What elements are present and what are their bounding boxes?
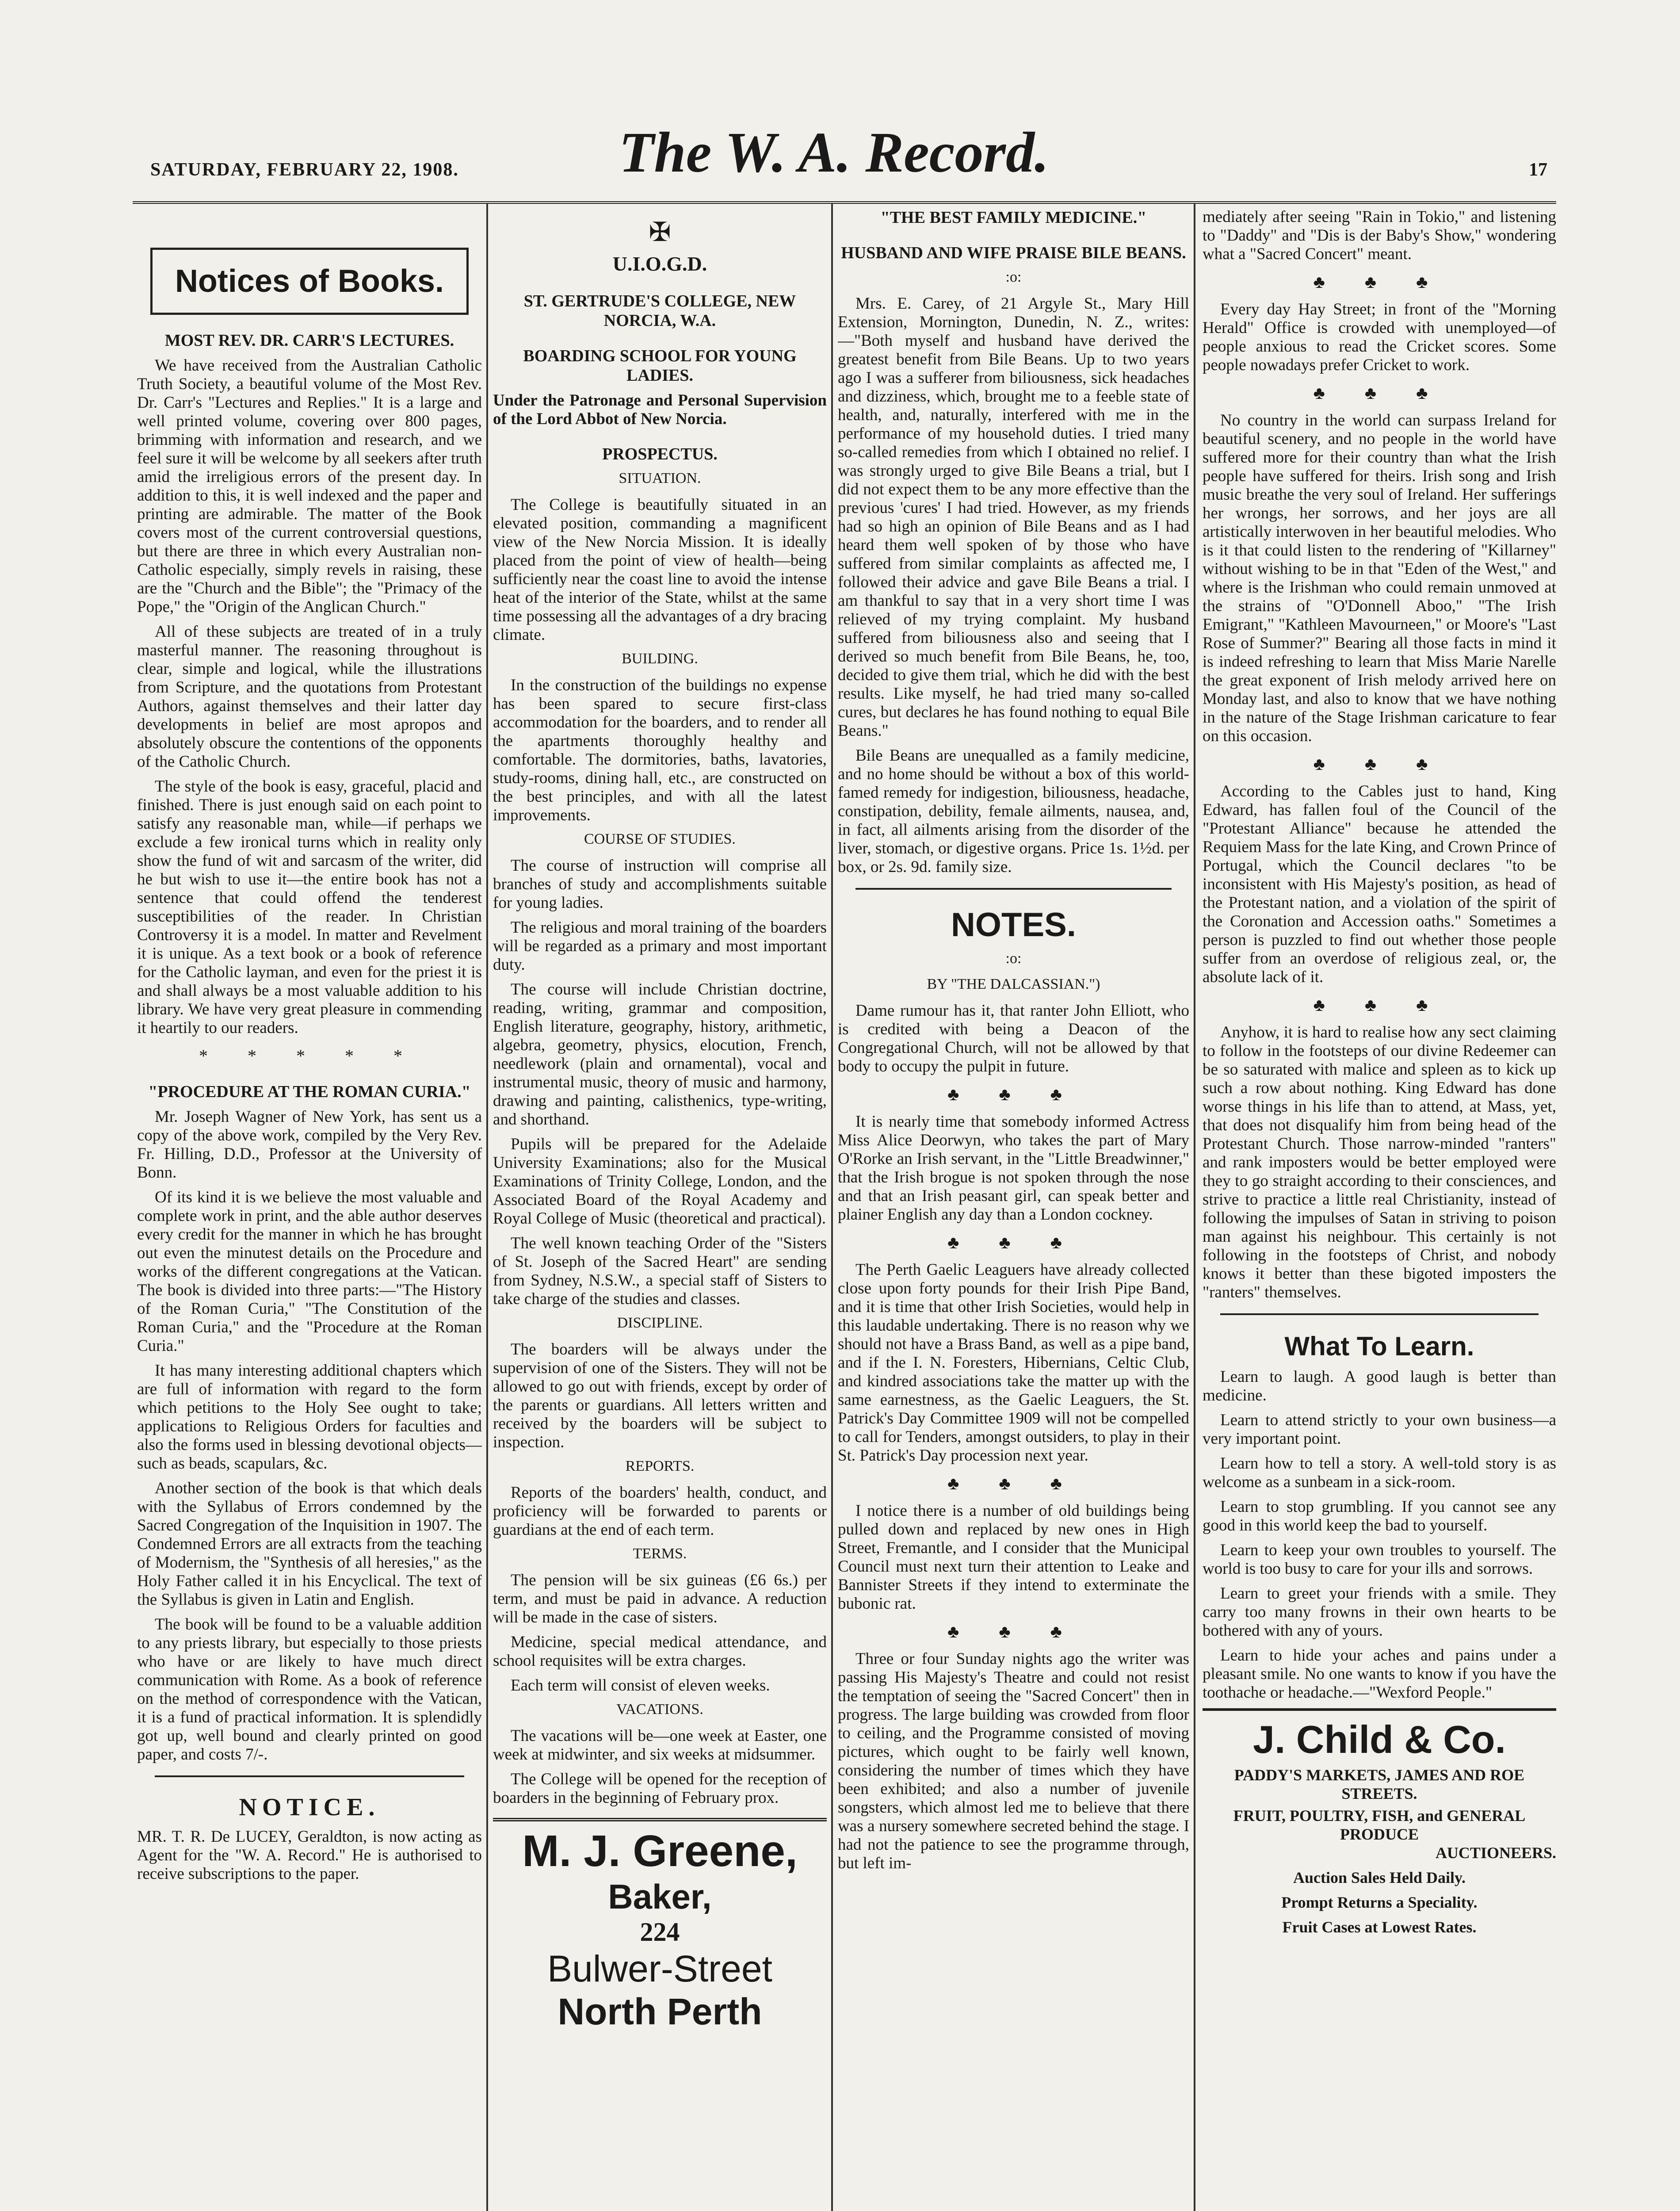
- heading-discipline: DISCIPLINE.: [617, 1315, 703, 1331]
- paragraph: Each term will consist of eleven weeks.: [511, 1676, 770, 1695]
- paragraph: The College will be opened for the reception of boarders in the beginning of February prox.: [493, 1770, 827, 1807]
- paragraph: It is nearly time that somebody informed Actress Miss Alice Deorwyn, who takes the part of Mary O'Rorke an Irish servant, in the "Little Breadwinner," that the Irish brogue is not spoken through the nose and that an Irish peasant girl, can speak better and plainer English any day than a London cockney.: [838, 1113, 1189, 1224]
- separator: :o:: [1005, 269, 1022, 285]
- newspaper-title: The W. A. Record.: [619, 121, 1049, 184]
- article-heading: MOST REV. DR. CARR'S LECTURES.: [164, 331, 454, 350]
- column-divider: [1194, 203, 1195, 2211]
- advert-line: Auction Sales Held Daily.: [1293, 1869, 1466, 1886]
- patronage-text: Under the Patronage and Personal Supervision of the Lord Abbot of New Norcia.: [493, 391, 827, 428]
- heading-building: BUILDING.: [622, 650, 698, 667]
- section-title: Notices of Books.: [175, 264, 444, 299]
- divider-ornament: ♣ ♣ ♣: [947, 1084, 1080, 1104]
- paragraph: The College is beautifully situated in an elevated position, commanding a magnificent view of the New Norcia Mission. It is ideally placed from the point of view of health—being sufficiently near the coast line to avoid the intense heat of the interior of the State, whilst at the same time possessing all the advantages of a dry bracing climate.: [493, 496, 827, 644]
- paragraph: The boarders will be always under the supervision of one of the Sisters. They will not be allowed to go out with friends, except by order of the parents or guardians. All letters written and received by the boarders will be subject to inspection.: [493, 1340, 827, 1451]
- advert-address: PADDY'S MARKETS, JAMES AND ROE STREETS.: [1234, 1766, 1525, 1802]
- list-item: Learn to attend strictly to your own business—a very important point.: [1203, 1411, 1556, 1448]
- list-item: Learn how to tell a story. A well-told story is as welcome as a sunbeam in a sick-room.: [1203, 1454, 1556, 1491]
- column-divider: [831, 203, 833, 2211]
- advert-line: AUCTIONEERS.: [1435, 1844, 1556, 1862]
- paragraph: Every day Hay Street; in front of the "Morning Herald" Office is crowded with unemployed—of people anxious to read the Cricket scores. Some people nowadays prefer Cricket to work.: [1203, 300, 1556, 374]
- advert-town: North Perth: [557, 1991, 762, 2032]
- issue-date: SATURDAY, FEBRUARY 22, 1908.: [150, 160, 459, 180]
- paragraph: Mrs. E. Carey, of 21 Argyle St., Mary Hill Extension, Mornington, Dunedin, N. Z., writes:—"Both myself and husband have derived the greatest benefit from Bile Beans. Up to two years ago I was a sufferer from biliousness, sick headaches and dizziness, which, brought me to a feeble state of health, and, naturally, interfered with me in the performance of my household duties. I tried many so-called remedies from which I obtained no relief. I was strongly urged to give Bile Beans a trial, but I did not expect them to be any more effective than the previous 'cures' I had tried. However, as my friends had so high an opinion of Bile Beans and as I had heard them well spoken of by those who have suffered from similar complaints as affected me, I followed their advice and gave Bile Beans a trial. I am thankful to say that in a very short time I was relieved of my trying complaint. My husband suffered from biliousness also and seeing that I derived so much benefit from Bile Beans, he, too, decided to give them trial, which he did with the best results. Like myself, he had tried many so-called cures, but declares he has found nothing to equal Bile Beans.": [838, 295, 1189, 740]
- paragraph: Medicine, special medical attendance, and school requisites will be extra charges.: [493, 1633, 827, 1670]
- article-paragraph: Mr. Joseph Wagner of New York, has sent us a copy of the above work, compiled by the Very Rev. Fr. Hilling, D.D., Professor at the University of Bonn.: [137, 1108, 482, 1182]
- article-paragraph: We have received from the Australian Catholic Truth Society, a beautiful volume of the Most Rev. Dr. Carr's "Lectures and Replies." It is a large and well printed volume, covering over 800 pages, brimming with information and research, and we feel sure it will be welcome by all seekers after truth amid the irreligious errors of the present day. In addition to this, it is well indexed and the paper and printing are admirable. The matter of the Book covers most of the current controversial questions, but there are three in which every Australian non-Catholic especially, simply revels in raising, these are the "Church and the Bible"; the "Primacy of the Pope," the "Origin of the Anglican Church.": [137, 356, 482, 616]
- heading-terms: TERMS.: [633, 1545, 687, 1562]
- heading-reports: REPORTS.: [625, 1458, 695, 1474]
- article-heading: "PROCEDURE AT THE ROMAN CURIA.": [148, 1083, 471, 1101]
- heading-boarding: BOARDING SCHOOL FOR YOUNG LADIES.: [523, 347, 797, 385]
- heading-situation: SITUATION.: [619, 470, 701, 486]
- column-divider: [486, 203, 488, 2211]
- divider-ornament: ♣ ♣ ♣: [1313, 383, 1446, 403]
- page-number: 17: [1529, 160, 1547, 180]
- paragraph: The well known teaching Order of the "Sisters of St. Joseph of the Sacred Heart" are sending from Sydney, N.S.W., a special staff of Sisters to take charge of the studies and classes.: [493, 1234, 827, 1308]
- advert-name: J. Child & Co.: [1253, 1718, 1506, 1761]
- column-college: [493, 208, 827, 2211]
- advert-line: Prompt Returns a Speciality.: [1281, 1894, 1478, 1911]
- advert-street: Bulwer-Street: [547, 1948, 772, 1989]
- advert-subheading: HUSBAND AND WIFE PRAISE BILE BEANS.: [841, 244, 1186, 262]
- paragraph: The Perth Gaelic Leaguers have already collected close upon forty pounds for their Irish Pipe Band, and it is time that other Irish Societies, would help in this laudable undertaking. There is no reason why we should not have a Brass Band, as well as a pipe band, and if the I. N. Foresters, Hibernians, Celtic Club, and kindred associations take the matter up with the same earnestness, as the Gaelic Leaguers, the St. Patrick's Day Committee 1909 will not be compelled to call for Tenders, amongst outsiders, to play in their St. Patrick's Day procession next year.: [838, 1261, 1189, 1465]
- paragraph: Pupils will be prepared for the Adelaide University Examinations; also for the Musical Examinations of Trinity College, London, and the Associated Board of the Royal Academy and Royal College of Music (theoretical and practical).: [493, 1135, 827, 1228]
- heading-course: COURSE OF STUDIES.: [584, 831, 736, 847]
- list-item: Learn to greet your friends with a smile. They carry too many frowns in their own hearts to be bothered with any of yours.: [1203, 1584, 1556, 1640]
- paragraph: Reports of the boarders' health, conduct, and proficiency will be forwarded to parents or guardians at the end of each term.: [493, 1484, 827, 1539]
- notice-text: MR. T. R. De LUCEY, Geraldton, is now acting as Agent for the "W. A. Record." He is authorised to receive subscriptions to the paper.: [137, 1828, 482, 1883]
- advert-line: Fruit Cases at Lowest Rates.: [1282, 1918, 1477, 1936]
- article-paragraph: Another section of the book is that which deals with the Syllabus of Errors condemned by the Sacred Congregation of the Inquisition in 1907. The Condemned Errors are all extracts from the teaching of Modernism, the "Synthesis of all heresies," as the Holy Father called it in his Encyclical. The text of the Syllabus is given in Latin and English.: [137, 1479, 482, 1609]
- advert-line: FRUIT, POULTRY, FISH, and GENERAL PRODUCE: [1233, 1807, 1526, 1843]
- advert-name: M. J. Greene,: [522, 1826, 798, 1876]
- notes-byline: BY "THE DALCASSIAN."): [927, 976, 1100, 992]
- article-paragraph: Of its kind it is we believe the most valuable and complete work in print, and the able author deserves every credit for the manner in which he has brought out even the minutest details on the Procedure and works of the different congregations at the Vatican. The book is divided into three parts:—"The History of the Roman Curia," "The Constitution of the Roman Curia," and the "Procedure at the Roman Curia.": [137, 1188, 482, 1355]
- divider-ornament: ♣ ♣ ♣: [947, 1622, 1080, 1641]
- paragraph: The course will include Christian doctrine, reading, writing, grammar and composition, English literature, geography, history, arithmetic, algebra, geometry, physics, elocution, French, needlework (plain and ornamental), vocal and instrumental music, theory of music and harmony, drawing and painting, calisthenics, type-writing, and shorthand.: [493, 980, 827, 1128]
- list-item: Learn to laugh. A good laugh is better than medicine.: [1203, 1368, 1556, 1404]
- masthead: [133, 111, 1556, 199]
- paragraph: The course of instruction will comprise all branches of study and accomplishments suitable for young ladies.: [493, 857, 827, 912]
- paragraph: Anyhow, it is hard to realise how any sect claiming to follow in the footsteps of our divine Redeemer can be so saturated with malice and spleen as to kick up such a row about nothing. King Edward has done worse things in his life than to attend, at Mass, yet, that does not disqualify him from being head of the Protestant Church. Those narrow-minded "ranters" and rank imposters would be better employed were they to go straight according to their consciences, and strive to practice a little real Christianity, instead of following the impulses of Satan in striving to poison man against his neighbour. This certainly is not following in the footsteps of Christ, and nobody knows it better than these bigoted imposters the "ranters" themselves.: [1203, 1023, 1556, 1301]
- column-bile-beans-notes: [838, 208, 1189, 2211]
- notes-title: NOTES.: [951, 906, 1076, 944]
- divider-ornament: ♣ ♣ ♣: [1313, 272, 1446, 292]
- cross-icon: ✠: [649, 218, 671, 247]
- paragraph: The religious and moral training of the boarders will be regarded as a primary and most important duty.: [493, 918, 827, 974]
- advert-heading: "THE BEST FAMILY MEDICINE.": [880, 208, 1147, 227]
- notice-heading: NOTICE.: [239, 1794, 380, 1821]
- divider: [155, 1775, 464, 1777]
- paragraph: mediately after seeing "Rain in Tokio," and listening to "Daddy" and "Dis is der Baby's Show," wondering what a "Sacred Concert" meant.: [1203, 208, 1556, 263]
- list-item: Learn to stop grumbling. If you cannot see any good in this world keep the bad to yourself.: [1203, 1498, 1556, 1534]
- separator: :o:: [1005, 950, 1022, 967]
- greene-advert: [493, 1818, 827, 2033]
- divider-ornament: ♣ ♣ ♣: [947, 1232, 1080, 1252]
- heading-prospectus: PROSPECTUS.: [602, 445, 718, 463]
- paragraph: I notice there is a number of old buildings being pulled down and replaced by new ones in High Street, Fremantle, and I consider that the Municipal Council must next turn their attention to Leake and Bannister Streets if they intend to exterminate the bubonic rat.: [838, 1502, 1189, 1613]
- paragraph: Dame rumour has it, that ranter John Elliott, who is credited with being a Deacon of the Congregational Church, will not be allowed by that body to occupy the pulpit in future.: [838, 1002, 1189, 1075]
- advert-number: 224: [640, 1917, 680, 1947]
- child-advert: [1203, 1708, 1556, 1936]
- divider-ornament: ♣ ♣ ♣: [947, 1473, 1080, 1493]
- list-item: Learn to hide your aches and pains under a pleasant smile. No one wants to know if you have the toothache or headache.—"Wexford People.": [1203, 1646, 1556, 1702]
- divider: [1220, 1313, 1539, 1315]
- heading-vacations: VACATIONS.: [616, 1701, 703, 1718]
- article-paragraph: All of these subjects are treated of in a truly masterful manner. The reasoning throughout is clear, simple and logical, while the illustrations from Scripture, and the quotations from Protestant Authors, against themselves and their latter day developments in belief are most apropos and absolutely obscure the contentions of the opponents of the Catholic Church.: [137, 623, 482, 771]
- paragraph: Bile Beans are unequalled as a family medicine, and no home should be without a box of this world-famed remedy for indigestion, biliousness, headache, constipation, debility, female ailments, nausea, and, in fact, all ailments arising from the disorder of the liver, stomach, or digestive organs. Price 1s. 1½d. per box, or 2s. 9d. family size.: [838, 746, 1189, 876]
- article-paragraph: The book will be found to be a valuable addition to any priests library, but especially to those priests who have or are likely to have much direct communication with Rome. As a book of reference on the method of correspondence with the Vatican, it is a fund of practical information. It is splendidly got up, well bound and clearly printed on good paper, and costs 7/-.: [137, 1615, 482, 1763]
- paragraph: In the construction of the buildings no expense has been spared to secure first-class accommodation for the boarders, and to render all the apartments thoroughly healthy and comfortable. The dormitories, baths, lavatories, study-rooms, dining hall, etc., are constructed on the best principles, and with all the latest improvements.: [493, 676, 827, 824]
- paragraph: Three or four Sunday nights ago the writer was passing His Majesty's Theatre and could not resist the temptation of seeing the "Sacred Concert" then in progress. The large building was crowded from floor to ceiling, and the Programme consisted of moving pictures, which ought to be fairly well known, considering the number of times which they have been exhibited; and also a number of juvenile songsters, which almost led me to believe that there was a nursery somewhere secreted behind the stage. I had not the patience to see the programme through, but left im-: [838, 1650, 1189, 1872]
- article-paragraph: It has many interesting additional chapters which are full of information with regard to the form which petitions to the Holy See ought to take; applications to Religious Orders for faculties and also the forms used in blessing devotional objects—such as beads, scapulars, &c.: [137, 1362, 482, 1473]
- paragraph: The pension will be six guineas (£6 6s.) per term, and must be paid in advance. A reduction will be made in the case of sisters.: [493, 1571, 827, 1626]
- article-paragraph: The style of the book is easy, graceful, placid and finished. There is just enough said on each point to satisfy any reasonable man, while—if perhaps we exclude a few ironical turns which in reality only show the fund of wit and sarcasm of the writer, did he but wish to use it—the entire book has not a sentence that could offend the tenderest susceptibilities of the reader. In Christian Controversy it is a model. In matter and Revelment it is unique. As a text book or a book of reference for the Catholic layman, and even for the priest it is and shall always be a most valuable addition to his library. We have very great pleasure in commending it heartily to our readers.: [137, 777, 482, 1037]
- masthead-rule: [133, 201, 1556, 204]
- column-books: [137, 208, 482, 2211]
- column-notes-continued: [1203, 208, 1556, 2211]
- list-item: Learn to keep your own troubles to yourself. The world is too busy to care for your ills and sorrows.: [1203, 1541, 1556, 1578]
- heading-uiogd: U.I.O.G.D.: [612, 252, 707, 275]
- advert-trade: Baker,: [608, 1877, 712, 1916]
- learn-title: What To Learn.: [1284, 1331, 1474, 1361]
- paragraph: No country in the world can surpass Ireland for beautiful scenery, and no people in the world have suffered more for their country than what the Irish people have suffered for theirs. Irish song and Irish music breathe the very soul of Ireland. Her sufferings her wrongs, her sorrows, and her joys are all artistically interwoven in her beautiful melodies. Who is it that could listen to the rendering of "Killarney" without wishing to be in that "Eden of the West," and where is the Irishman who could remain unmoved at the strains of "O'Donnell Aboo," "The Irish Emigrant," "Kathleen Mavourneen," or Moore's "Last Rose of Summer?" Bearing all those facts in mind it is indeed refreshing to learn that Miss Marie Narelle the great exponent of Irish melody arrived here on Monday last, and also to know that we have nothing in the nature of the Stage Irishman caricature to fear on this occasion.: [1203, 411, 1556, 745]
- divider-ornament: ♣ ♣ ♣: [1313, 995, 1446, 1015]
- section-divider-stars: * * * * *: [199, 1046, 420, 1066]
- paragraph: According to the Cables just to hand, King Edward, has fallen foul of the Council of the "Protestant Alliance" because he attended the Requiem Mass for the late King, and Crown Prince of Portugal, which the Council declares "to be inconsistent with His Majesty's position, as head of the Protestant nation, and a violation of the spirit of the Coronation and Accession oaths." Sometimes a person is puzzled to find out whether those people suffer from an overdose of religious zeal, or, the absolute lack of it.: [1203, 782, 1556, 986]
- notices-of-books-box: [150, 248, 469, 315]
- heading-college: ST. GERTRUDE'S COLLEGE, NEW NORCIA, W.A.: [523, 292, 796, 330]
- divider: [855, 888, 1172, 890]
- divider-ornament: ♣ ♣ ♣: [1313, 754, 1446, 774]
- paragraph: The vacations will be—one week at Easter, one week at midwinter, and six weeks at midsummer.: [493, 1727, 827, 1763]
